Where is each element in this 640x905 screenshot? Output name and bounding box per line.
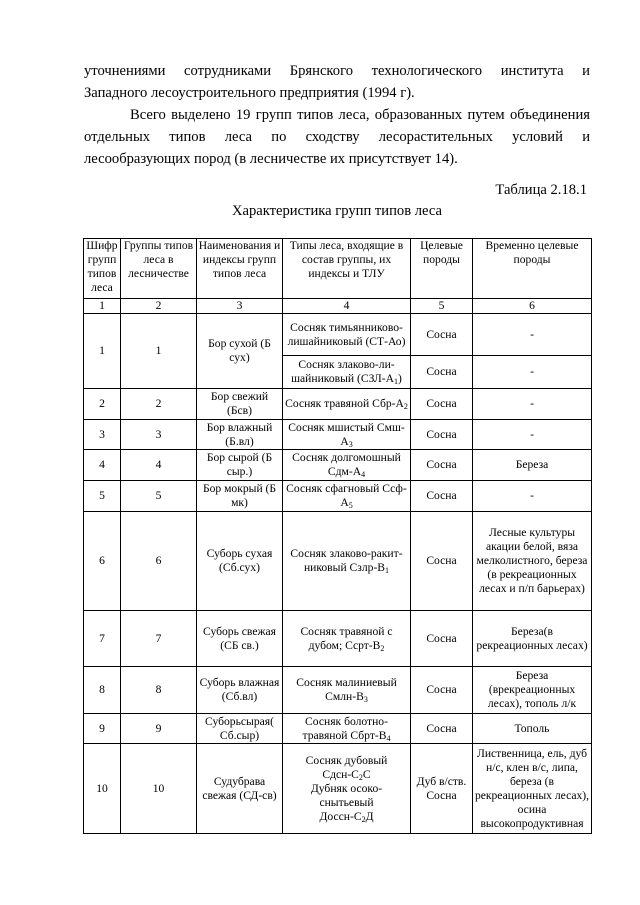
group-code: 2 — [84, 389, 121, 420]
table-row — [84, 481, 592, 512]
target-species: Дуб в/ств. Сосна — [411, 744, 473, 834]
intro-line-5: лесообразующих пород (в лесничестве их присутствует 14). — [84, 151, 458, 167]
group-name: Бор сухой (Б сух) — [197, 314, 283, 389]
table-row — [84, 744, 592, 834]
column-number-row — [84, 299, 592, 314]
intro-line-2: Западного лесоустроительного предприятия (1994 г). — [84, 85, 415, 101]
temporary-species: - — [473, 481, 592, 512]
column-number: 4 — [283, 299, 411, 314]
column-number: 5 — [411, 299, 473, 314]
intro-line-4: отдельных типов леса по сходству лесорастительных условий и — [84, 129, 590, 145]
forest-type: Сосняк болотно-травяной Сбрт-$В_4$ — [283, 714, 411, 744]
forest-type: Сосняк долгомошный Сдм-$А_4$ — [283, 450, 411, 481]
header-cell: Временно целевые породы — [473, 239, 592, 299]
table-row — [84, 420, 592, 450]
target-species: Сосна — [411, 512, 473, 611]
group-code: 4 — [84, 450, 121, 481]
group-number: 9 — [121, 714, 197, 744]
table-row — [84, 389, 592, 420]
intro-line-3: Всего выделено 19 групп типов леса, образованных путем объединения — [130, 107, 590, 123]
header-cell: Группы типов леса в лесничестве — [121, 239, 197, 299]
forest-type: Сосняк мшистый Смш-$А_3$ — [283, 420, 411, 450]
group-code: 10 — [84, 744, 121, 834]
forest-groups-table — [83, 238, 592, 834]
header-cell: Типы леса, входящие в состав группы, их индексы и ТЛУ — [283, 239, 411, 299]
temporary-species: - — [473, 356, 592, 389]
temporary-species: Береза — [473, 450, 592, 481]
group-code: 8 — [84, 667, 121, 714]
group-name: Бор свежий (Бсв) — [197, 389, 283, 420]
group-name: Бор влажный (Б.вл) — [197, 420, 283, 450]
temporary-species: Береза(в рекреационных лесах) — [473, 611, 592, 667]
group-number: 6 — [121, 512, 197, 611]
header-cell: Наименования и индексы групп типов леса — [197, 239, 283, 299]
target-species: Сосна — [411, 714, 473, 744]
group-number: 4 — [121, 450, 197, 481]
group-code: 1 — [84, 314, 121, 389]
group-code: 5 — [84, 481, 121, 512]
table-row — [84, 611, 592, 667]
header-cell: Целевые породы — [411, 239, 473, 299]
group-code: 7 — [84, 611, 121, 667]
forest-type: Сосняк тимьянниково-лишайниковый (СТ-Ао) — [283, 314, 411, 356]
forest-type: Сосняк травяной Сбр-$А_2$ — [283, 389, 411, 420]
temporary-species: - — [473, 314, 592, 356]
table-row — [84, 667, 592, 714]
target-species: Сосна — [411, 611, 473, 667]
group-number: 8 — [121, 667, 197, 714]
temporary-species: Лиственница, ель, дуб н/с, клен в/с, липа, береза (в рекреационных лесах), осина высокопродуктивная — [473, 744, 592, 834]
table-row — [84, 714, 592, 744]
group-name: Суборь свежая (СБ св.) — [197, 611, 283, 667]
group-code: 9 — [84, 714, 121, 744]
forest-type: Сосняк травяной с дубом; Ссрт-$В_2$ — [283, 611, 411, 667]
group-name: Бор мокрый (Б мк) — [197, 481, 283, 512]
target-species: Сосна — [411, 314, 473, 356]
forest-type: Сосняк дубовый Сдсн-$С_2С$ Дубняк осоко-снытьевый Доссн-$С_2Д$ — [283, 744, 411, 834]
target-species: Сосна — [411, 450, 473, 481]
target-species: Сосна — [411, 481, 473, 512]
forest-type: Сосняк малиниевый Смлн-$В_3$ — [283, 667, 411, 714]
table-row — [84, 512, 592, 611]
table-title: Характеристика групп типов леса — [231, 203, 443, 219]
forest-type: Сосняк злаково-ракит-никовый Сзлр-$В_1$ — [283, 512, 411, 611]
temporary-species: Тополь — [473, 714, 592, 744]
group-code: 3 — [84, 420, 121, 450]
table-row — [84, 450, 592, 481]
temporary-species: Береза (врекреационных лесах), тополь л/к — [473, 667, 592, 714]
column-number: 3 — [197, 299, 283, 314]
group-name: Суборь влажная (Сб.вл) — [197, 667, 283, 714]
group-number: 10 — [121, 744, 197, 834]
temporary-species: - — [473, 389, 592, 420]
column-number: 1 — [84, 299, 121, 314]
target-species: Сосна — [411, 389, 473, 420]
column-number: 2 — [121, 299, 197, 314]
group-name: Бор сырой (Б сыр.) — [197, 450, 283, 481]
header-cell: Шифр групп типов леса — [84, 239, 121, 299]
table-header-row — [84, 239, 592, 299]
target-species: Сосна — [411, 420, 473, 450]
group-number: 1 — [121, 314, 197, 389]
group-number: 7 — [121, 611, 197, 667]
group-name: Судубрава свежая (СД-св) — [197, 744, 283, 834]
temporary-species: - — [473, 420, 592, 450]
group-code: 6 — [84, 512, 121, 611]
forest-type: Сосняк сфагновый Ссф-$А_5$ — [283, 481, 411, 512]
target-species: Сосна — [411, 356, 473, 389]
group-number: 3 — [121, 420, 197, 450]
table-number: Таблица 2.18.1 — [495, 182, 587, 198]
target-species: Сосна — [411, 667, 473, 714]
temporary-species: Лесные культуры акации белой, вяза мелколистного, береза (в рекреационных лесах и п/п барьерах) — [473, 512, 592, 611]
group-number: 5 — [121, 481, 197, 512]
intro-line-1: уточнениями сотрудниками Брянского технологического института и — [84, 63, 590, 79]
column-number: 6 — [473, 299, 592, 314]
table-row — [84, 314, 592, 356]
forest-type: Сосняк злаково-ли-шайниковый $(СЗЛ-А_1)$ — [283, 356, 411, 389]
group-name: Суборьсырая( Сб.сыр) — [197, 714, 283, 744]
group-name: Суборь сухая (Сб.сух) — [197, 512, 283, 611]
group-number: 2 — [121, 389, 197, 420]
